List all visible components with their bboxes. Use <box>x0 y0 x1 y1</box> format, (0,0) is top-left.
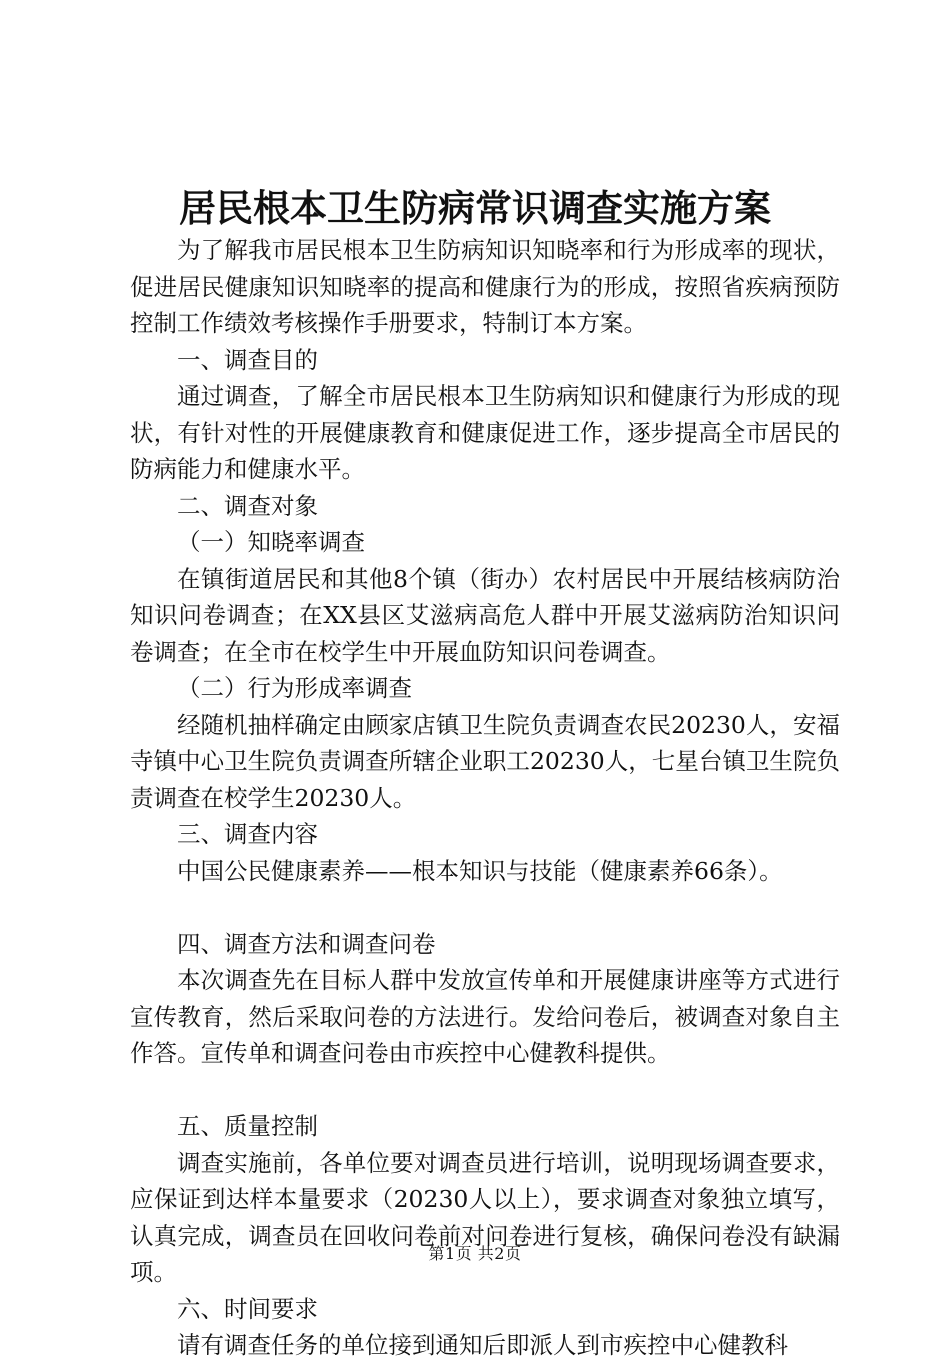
purpose-paragraph: 通过调查，了解全市居民根本卫生防病知识和健康行为形成的现状，有针对性的开展健康教育和健康促进工作，逐步提高全市居民的防病能力和健康水平。 <box>130 382 840 483</box>
section-heading-purpose: 一、调查目的 <box>177 345 318 374</box>
intro-paragraph: 为了解我市居民根本卫生防病知识知晓率和行为形成率的现状，促进居民健康知识知晓率的提高和健康行为的形成，按照省疾病预防控制工作绩效考核操作手册要求，特制订本方案。 <box>130 236 840 337</box>
section-heading-quality: 五、质量控制 <box>177 1112 318 1140</box>
section-heading-method: 四、调查方法和调查问卷 <box>177 929 436 958</box>
method-paragraph: 本次调查先在目标人群中发放宣传单和开展健康讲座等方式进行宣传教育，然后采取问卷的方法进行。发给问卷后，被调查对象自主作答。宣传单和调查问卷由市疾控中心健教科提供。 <box>130 966 840 1067</box>
quality-paragraph: 调查实施前，各单位要对调查员进行培训，说明现场调查要求，应保证到达样本量要求（20230人以上），要求调查对象独立填写，认真完成，调查员在回收问卷前对问卷进行复核，确保问卷没有缺漏项。 <box>130 1148 840 1286</box>
document-body <box>130 232 840 1364</box>
document-title: 居民根本卫生防病常识调查实施方案 <box>179 186 771 230</box>
schedule-paragraph: 请有调查任务的单位接到通知后即派人到市疾控中心健教科 <box>177 1331 788 1359</box>
behavior-paragraph: 经随机抽样确定由顾家店镇卫生院负责调查农民20230人，安福寺镇中心卫生院负责调查所辖企业职工20230人，七星台镇卫生院负责调查在校学生20230人。 <box>130 710 840 812</box>
page-number: 第1页 共2页 <box>428 1244 522 1263</box>
awareness-paragraph: 在镇街道居民和其他8个镇（街办）农村居民中开展结核病防治知识问卷调查；在XX县区艾滋病高危人群中开展艾滋病防治知识问卷调查；在全市在校学生中开展血防知识问卷调查。 <box>130 564 840 666</box>
section-heading-content: 三、调查内容 <box>177 820 318 848</box>
content-paragraph: 中国公民健康素养——根本知识与技能（健康素养66条）。 <box>177 856 783 885</box>
subsection-heading-behavior: （二）行为形成率调查 <box>177 674 412 702</box>
subsection-heading-awareness: （一）知晓率调查 <box>177 528 365 556</box>
blank-line <box>130 889 840 926</box>
blank-line <box>130 1072 840 1109</box>
section-heading-subjects: 二、调查对象 <box>177 491 318 520</box>
section-heading-schedule: 六、时间要求 <box>177 1294 318 1323</box>
